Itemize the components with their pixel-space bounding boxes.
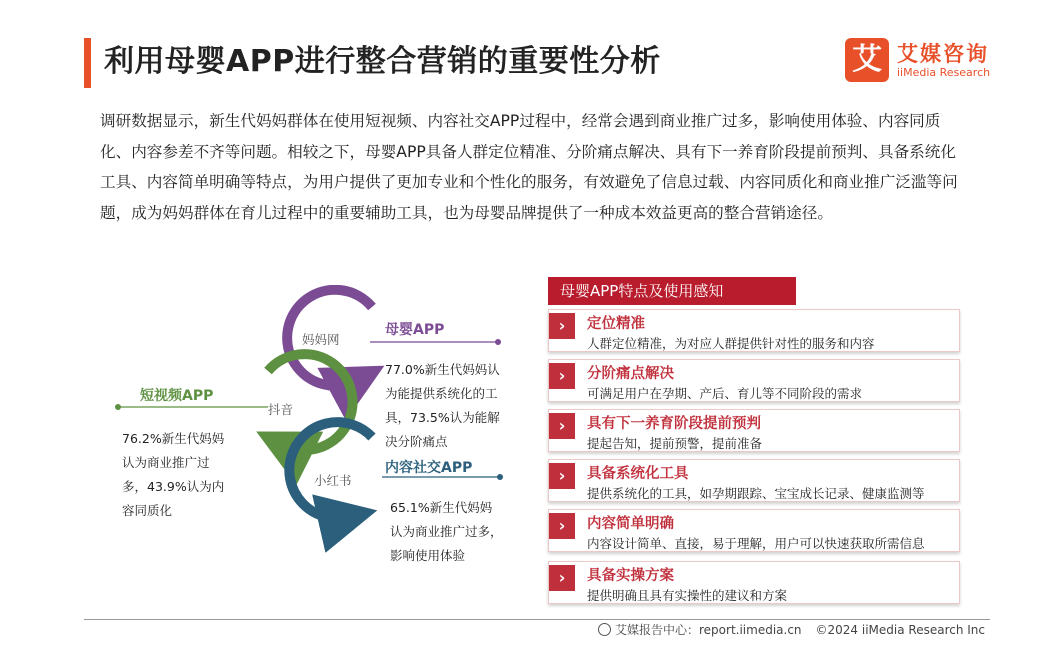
page-title: 利用母婴APP进行整合营销的重要性分析	[104, 44, 661, 79]
desc-line: 决分阶痛点	[385, 434, 448, 449]
feature-card	[548, 561, 960, 604]
desc-line: 认为商业推广过	[122, 455, 210, 470]
title-accent-bar	[84, 38, 91, 88]
chevron-right-icon: ›	[549, 463, 575, 489]
chevron-right-icon: ›	[549, 363, 575, 389]
arc-label-douyin: 抖音	[268, 402, 294, 417]
desc-line: 65.1%新生代妈妈	[390, 500, 493, 515]
feature-desc: 可满足用户在孕期、产后、育儿等不同阶段的需求	[587, 386, 863, 401]
desc-line: 具，73.5%认为能解	[385, 410, 500, 425]
footer	[598, 621, 985, 638]
feature-title: 具备系统化工具	[587, 466, 689, 482]
feature-card	[548, 359, 960, 402]
chevron-right-icon: ›	[549, 565, 575, 591]
desc-shejiao	[390, 496, 503, 568]
desc-line: 为能提供系统化的工	[385, 386, 498, 401]
desc-muying	[385, 358, 500, 454]
desc-duanshipin	[122, 427, 224, 523]
feature-card	[548, 509, 960, 552]
feature-desc: 提起告知，提前预警，提前准备	[587, 436, 763, 451]
feature-title: 具备实操方案	[587, 568, 674, 584]
muying-connector-dot	[495, 339, 501, 345]
category-duanshipin: 短视频APP	[140, 388, 214, 404]
logo-text-en: iiMedia Research	[897, 66, 991, 79]
chevron-right-icon: ›	[549, 513, 575, 539]
duanshipin-connector-dot	[115, 404, 121, 410]
feature-title: 具有下一养育阶段提前预判	[587, 416, 761, 432]
category-muying: 母婴APP	[385, 322, 445, 338]
panel-title: 母婴APP特点及使用感知	[548, 277, 796, 305]
logo-text-cn: 艾媒咨询	[897, 42, 989, 66]
desc-line: 77.0%新生代妈妈认	[385, 362, 500, 377]
desc-line: 多，43.9%认为内	[122, 479, 225, 494]
footer-copyright: ©2024 iiMedia Research Inc	[815, 623, 986, 637]
feature-title: 分阶痛点解决	[587, 366, 674, 382]
feature-desc: 提供明确且具有实操性的建议和方案	[587, 588, 788, 603]
desc-line: 容同质化	[122, 503, 173, 518]
arc-label-xiaohongshu: 小红书	[314, 473, 352, 488]
logo-mark: 艾	[845, 38, 889, 82]
desc-line: 76.2%新生代妈妈	[122, 431, 225, 446]
category-shejiao: 内容社交APP	[385, 460, 473, 476]
desc-line: 认为商业推广过多，	[390, 524, 503, 539]
globe-icon	[598, 623, 611, 636]
intro-paragraph: 调研数据显示，新生代妈妈群体在使用短视频、内容社交APP过程中，经常会遇到商业推广过多，影响使用体验、内容同质化、内容参差不齐等问题。相较之下，母婴APP具备人群定位精准、分阶痛点解决、具有下一养育阶段提前预判、具备系统化工具、内容简单明确等特点，为用户提供了更加专业和个性化的服务，有效避免了信息过载、内容同质化和商业推广泛滥等问题，成为妈妈群体在育儿过程中的重要辅助工具，也为母婴品牌提供了一种成本效益更高的整合营销途径。	[100, 112, 958, 222]
feature-title: 内容简单明确	[587, 516, 674, 532]
desc-line: 影响使用体验	[390, 548, 466, 563]
arc-label-mamawang: 妈妈网	[302, 332, 340, 347]
feature-title: 定位精准	[587, 316, 645, 332]
feature-card	[548, 309, 960, 352]
platform-diagram	[100, 285, 540, 595]
feature-desc: 人群定位精准，为对应人群提供针对性的服务和内容	[587, 336, 875, 351]
footer-source: 艾媒报告中心：report.iimedia.cn	[615, 623, 802, 637]
feature-card	[548, 459, 960, 502]
brand-logo	[845, 38, 1015, 86]
footer-divider	[84, 619, 990, 620]
shejiao-connector-dot	[497, 474, 503, 480]
feature-card	[548, 409, 960, 452]
feature-desc: 提供系统化的工具，如孕期跟踪、宝宝成长记录、健康监测等	[587, 486, 925, 501]
chevron-right-icon: ›	[549, 313, 575, 339]
chevron-right-icon: ›	[549, 413, 575, 439]
feature-desc: 内容设计简单、直接，易于理解，用户可以快速获取所需信息	[587, 536, 925, 551]
